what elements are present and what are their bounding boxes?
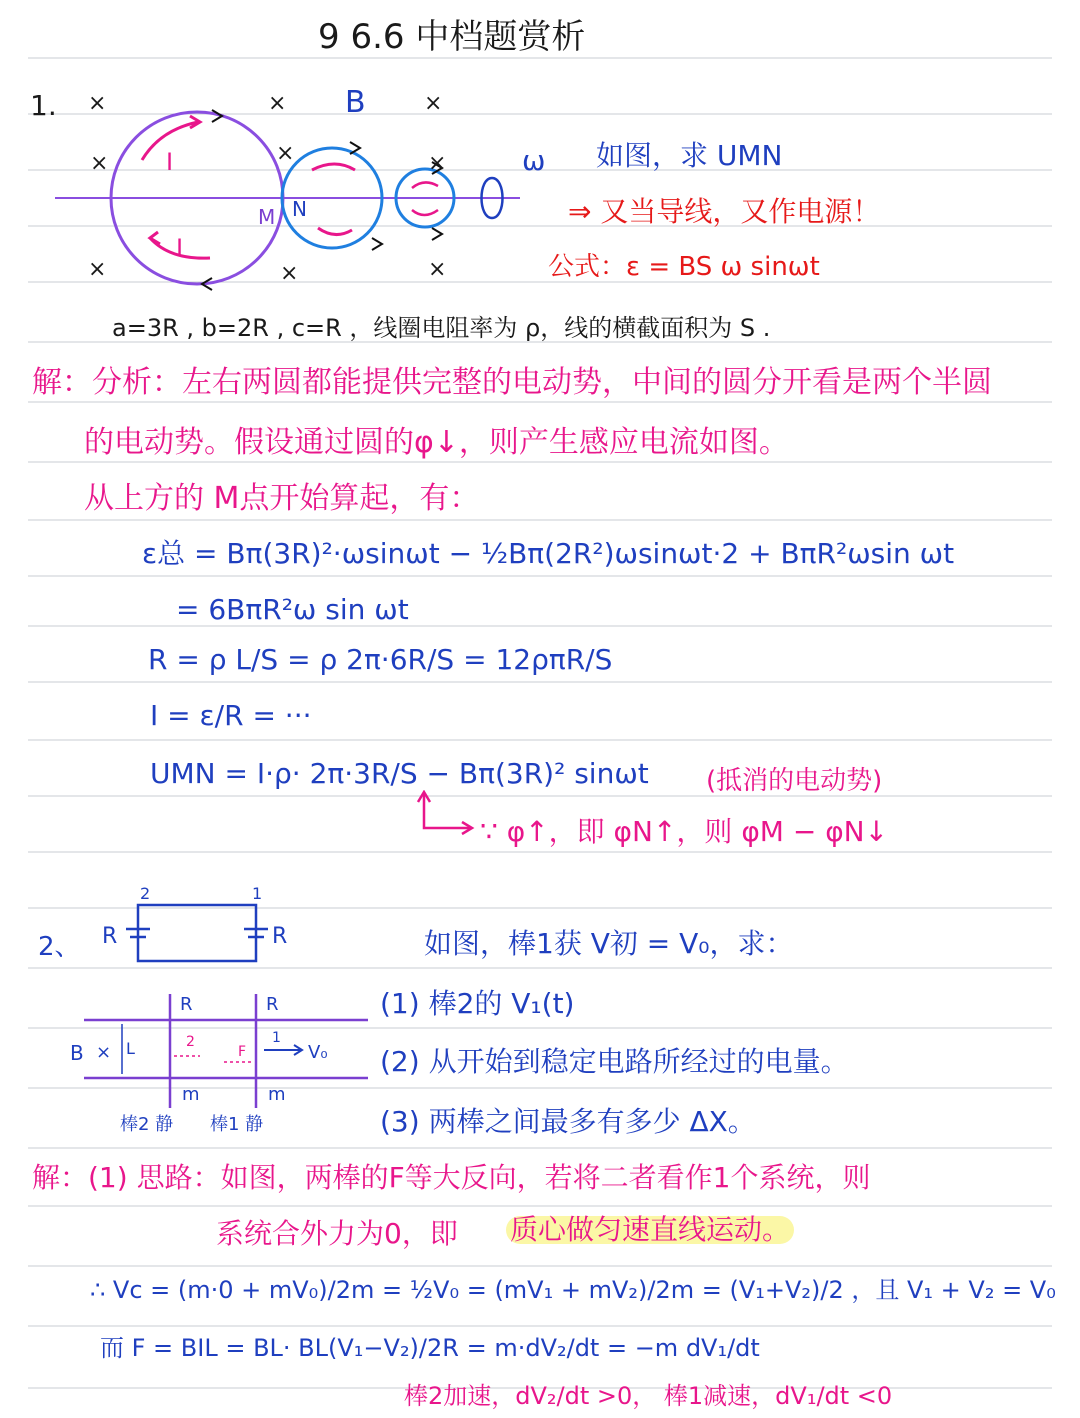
equation-current: I = ε/R = ···	[150, 699, 312, 732]
svg-text:×: ×	[268, 91, 287, 116]
svg-text:1: 1	[252, 885, 263, 903]
svg-text:×: ×	[424, 91, 443, 116]
point-n: N	[292, 197, 307, 221]
equation-force: 而 F = BIL = BL· BL(V₁−V₂)/2R = m·dV₂/dt = −m dV₁/dt	[100, 1334, 760, 1362]
equation-vc: ∴ Vc = (m·0 + mV₀)/2m = ½V₀ = (mV₁ + mV₂)/2m = (V₁+V₂)/2 ，且 V₁ + V₂ = V₀	[90, 1276, 1056, 1304]
solution-2-line-1: 解：(1) 思路：如图，两棒的F等大反向，若将二者看作1个系统，则	[32, 1161, 871, 1194]
solution-1-line-1: 解：分析：左右两圆都能提供完整的电动势，中间的圆分开看是两个半圆	[32, 365, 992, 400]
solution-2-line-2a: 系统合外力为0，即	[216, 1217, 458, 1250]
problem-1-formula: 公式：ε = BS ω sinωt	[548, 252, 820, 282]
point-m: M	[258, 205, 276, 229]
circuit-figure	[90, 885, 310, 975]
svg-text:2: 2	[140, 885, 151, 903]
equation-umn: UMN = I·ρ· 2π·3R/S − Bπ(3R)² sinωt	[150, 757, 649, 790]
svg-text:1: 1	[272, 1030, 281, 1046]
svg-text:×: ×	[428, 151, 447, 176]
current-label-top: I	[166, 148, 174, 176]
problem-2-question: 如图，棒1获 V初 = V₀，求：	[424, 927, 794, 960]
reasoning-arrow	[410, 790, 480, 840]
problem-1-figure	[0, 70, 560, 310]
problem-2-number: 2、	[38, 932, 81, 962]
solution-1-line-3: 从上方的 M点开始算起，有：	[84, 481, 480, 516]
problem-2-q3: (3) 两棒之间最多有多少 ΔX。	[380, 1105, 756, 1138]
current-arrow-medium-bottom	[318, 228, 352, 235]
problem-1-number: 1.	[30, 89, 57, 122]
svg-text:F: F	[238, 1044, 247, 1060]
omega-label: ω	[522, 144, 546, 177]
problem-2-q1: (1) 棒2的 V₁(t)	[380, 987, 575, 1020]
svg-text:R: R	[266, 994, 279, 1015]
svg-text:×: ×	[88, 257, 107, 282]
svg-text:B: B	[70, 1041, 84, 1065]
svg-text:L: L	[126, 1039, 135, 1058]
current-arrow-medium-top	[312, 164, 355, 170]
equation-emf-total: ε总 = Bπ(3R)²·ωsinωt − ½Bπ(2R²)ωsinωt·2 + BπR²ωsin ωt	[142, 537, 955, 570]
highlighted-conclusion: 质心做匀速直线运动。	[506, 1216, 794, 1244]
problem-1-conditions: a=3R , b=2R , c=R ，线圈电阻率为 ρ，线的横截面积为 S .	[112, 314, 771, 342]
svg-text:2: 2	[186, 1034, 195, 1050]
svg-text:R: R	[180, 994, 193, 1015]
svg-text:×: ×	[276, 141, 295, 166]
equation-acceleration: 棒2加速，dV₂/dt >0， 棒1减速，dV₁/dt <0	[404, 1382, 893, 1410]
svg-text:×: ×	[280, 261, 299, 286]
svg-text:m: m	[182, 1084, 200, 1105]
svg-text:棒1 静: 棒1 静	[210, 1114, 264, 1135]
svg-text:R: R	[272, 924, 288, 949]
b-field-label: B	[345, 85, 366, 120]
problem-1-note: ⇒ 又当导线，又作电源！	[568, 195, 881, 228]
svg-text:m: m	[268, 1084, 286, 1105]
equation-resistance: R = ρ L/S = ρ 2π·6R/S = 12ρπR/S	[148, 643, 613, 676]
page-title: 9 6.6 中档题赏析	[318, 17, 586, 57]
svg-text:×: ×	[428, 257, 447, 282]
problem-1-question: 如图，求 UMN	[596, 139, 783, 172]
equation-umn-note: (抵消的电动势)	[706, 766, 883, 796]
svg-text:V₀: V₀	[308, 1042, 328, 1063]
current-label-bottom: I	[176, 234, 184, 262]
equation-emf-result: = 6BπR²ω sin ωt	[176, 593, 409, 626]
reasoning-flux: ∵ φ↑，即 φN↑，则 φM − φN↓	[480, 815, 889, 848]
b-field-mark: ×	[88, 91, 107, 116]
svg-text:棒2 静: 棒2 静	[120, 1114, 174, 1135]
svg-text:×: ×	[90, 151, 109, 176]
svg-text:×: ×	[96, 1042, 112, 1063]
svg-text:R: R	[102, 924, 118, 949]
rails-figure	[60, 984, 380, 1144]
problem-2-q2: (2) 从开始到稳定电路所经过的电量。	[380, 1045, 849, 1078]
solution-1-line-2: 的电动势。假设通过圆的φ↓，则产生感应电流如图。	[84, 425, 789, 460]
